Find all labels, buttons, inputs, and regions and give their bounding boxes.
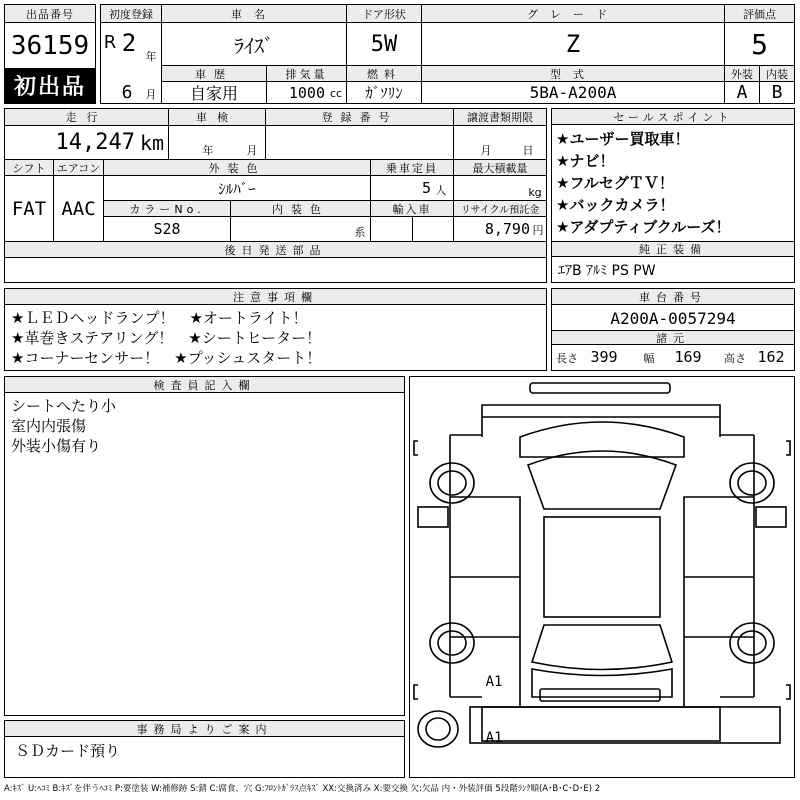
history-value: 自家用: [189, 84, 238, 103]
score-label: 評価点: [725, 5, 794, 22]
inspection-year-unit: 年: [202, 144, 214, 157]
rear-bumper: [540, 689, 660, 701]
left-mirror: [418, 507, 448, 527]
office-text: ＳＤカード預り: [15, 741, 121, 760]
chassis-box: [551, 288, 795, 371]
equipment-label: 純正装備: [552, 241, 794, 257]
sales-point-box: [551, 108, 795, 283]
registration-month-unit: 月: [145, 88, 157, 101]
wheel-rear-right-inner: [738, 631, 766, 655]
inspector-label: 検査員記入欄: [5, 377, 404, 393]
wheel-front-left-inner: [438, 471, 466, 495]
left-bracket-bottom: [414, 685, 418, 699]
height-label: 高さ: [724, 352, 746, 365]
fuel-value: ｶﾞｿﾘﾝ: [365, 84, 403, 102]
height-value: 162: [757, 348, 785, 366]
spare-wheel: [418, 711, 458, 747]
windshield: [528, 451, 676, 509]
model-value: 5BA-A200A: [529, 83, 617, 102]
caution-line: ★コーナーセンサー！ ★プッシュスタート！: [11, 349, 322, 367]
right-mirror: [756, 507, 786, 527]
door-label: ドア形状: [347, 5, 421, 22]
caution-box: [4, 288, 547, 371]
exterior-grade-label: 外装: [725, 66, 759, 81]
displacement-value: 1000: [288, 83, 325, 102]
rear-bumper-bottom: [482, 707, 720, 741]
damage-diagram: [409, 376, 795, 778]
inspection-month-unit: 月: [246, 144, 258, 157]
interior-grade-value: B: [771, 82, 783, 103]
mileage-value: 14,247: [55, 130, 135, 155]
office-label: 事務局よりご案内: [5, 721, 404, 737]
sales-point-item: ★ナビ！: [556, 152, 615, 170]
right-bracket-top: [786, 441, 790, 455]
sales-point-label: セールスポイント: [552, 109, 794, 125]
front-bumper: [482, 405, 720, 437]
trunk: [532, 669, 672, 697]
later-parts-label: 後日発送部品: [5, 242, 546, 257]
interior-color-unit: 系: [354, 226, 366, 239]
caution-lines: [11, 308, 541, 368]
caution-label: 注意事項欄: [5, 289, 546, 305]
transfer-month-unit: 月: [480, 144, 492, 157]
wheel-rear-right: [730, 623, 774, 663]
exterior-color-label: 外装色: [104, 160, 370, 175]
car-diagram-svg: [410, 377, 794, 777]
shift-label: シフト: [5, 160, 53, 175]
damage-mark-a1-rear: A1: [485, 674, 503, 690]
plate-label: 登録番号: [266, 109, 453, 125]
length-value: 399: [590, 348, 618, 366]
registration-era: R: [103, 31, 117, 53]
sales-point-list: [556, 128, 792, 238]
capacity-value: 5: [421, 179, 431, 197]
legend-text: A:ｷｽﾞ U:ﾍｺﾐ B:ｷｽﾞを伴うﾍｺﾐ P:要塗装 W:補修跡 S:錆 C:腐食、穴 G:ﾌﾛﾝﾄｶﾞﾗｽ点ｷｽﾞ XX:交換済み X:要交換 欠:欠品 内・外装評価 5段階ﾗﾝｸ順(A･B･C･D･E) 2: [4, 784, 601, 794]
vehicle-header-table: [100, 4, 795, 104]
sales-point-item: ★ユーザー買取車！: [556, 130, 690, 148]
mileage-label: 走行: [5, 109, 168, 125]
aircon-label: エアコン: [54, 160, 103, 175]
caution-line: ★革巻きステアリング！ ★シートヒーター！: [11, 329, 322, 347]
rear-window: [532, 625, 672, 670]
wheel-rear-left-inner: [438, 631, 466, 655]
chassis-label: 車台番号: [552, 289, 794, 305]
lot-box: [4, 4, 96, 104]
transfer-deadline-label: 譲渡書類期限: [454, 109, 546, 125]
bottom-strip: [470, 707, 780, 743]
sales-point-item: ★フルセグＴＶ！: [556, 174, 674, 192]
color-no-label: カラーNo.: [104, 201, 230, 216]
sales-point-item: ★アダプティブクルーズ！: [556, 218, 731, 236]
transfer-day-unit: 日: [522, 144, 534, 157]
registration-month: 6: [121, 82, 133, 103]
inspector-box: [4, 376, 405, 716]
inspector-line: 室内内張傷: [11, 417, 87, 435]
fuel-label: 燃料: [347, 66, 421, 81]
grade-label: グレード: [422, 5, 724, 22]
roof: [544, 517, 660, 617]
door-value: 5W: [370, 31, 398, 57]
wheel-rear-left: [430, 623, 474, 663]
aircon-value: AAC: [61, 197, 96, 220]
import-label: 輸入車: [371, 201, 453, 216]
recycle-unit: 円: [532, 224, 544, 237]
inspector-lines: [11, 396, 401, 456]
inspector-line: 外装小傷有り: [11, 437, 102, 455]
model-label: 型式: [422, 66, 724, 81]
car-name-label: 車名: [162, 5, 346, 22]
specs-label: 諸元: [552, 330, 794, 345]
color-no-value: S28: [153, 220, 181, 238]
width-value: 169: [674, 348, 702, 366]
recycle-label: リサイクル預託金: [454, 201, 546, 216]
wheel-front-right-inner: [738, 471, 766, 495]
shift-value: FAT: [11, 197, 47, 220]
inspection-label: 車検: [169, 109, 265, 125]
max-load-label: 最大積載量: [454, 160, 546, 175]
left-bracket-top: [414, 441, 418, 455]
lot-number-label: 出品番号: [5, 5, 95, 23]
chassis-value: A200A-0057294: [610, 308, 736, 328]
registration-label: 初度登録: [101, 5, 161, 22]
length-label: 長さ: [556, 352, 578, 365]
mileage-unit: km: [139, 130, 165, 155]
interior-color-label: 内装色: [231, 201, 370, 216]
inspector-line: シートへたり小: [11, 397, 117, 415]
capacity-unit: 人: [435, 184, 447, 197]
damage-mark-a1-bottom: A1: [485, 730, 503, 746]
history-label: 車歴: [162, 66, 266, 81]
caution-line: ★ＬＥＤヘッドランプ！ ★オートライト！: [11, 309, 308, 327]
office-box: [4, 720, 405, 778]
sales-point-item: ★バックカメラ！: [556, 196, 675, 214]
capacity-label: 乗車定員: [371, 160, 453, 175]
lot-number: 36159: [10, 31, 90, 61]
right-bracket-bottom: [786, 685, 790, 699]
exterior-color-value: ｼﾙﾊﾞｰ: [218, 179, 256, 198]
score-value: 5: [751, 27, 768, 61]
equipment-value: ｴｱB ｱﾙﾐ PS PW: [558, 262, 656, 279]
car-name-value: ﾗｲｽﾞ: [234, 33, 274, 58]
registration-year: 2: [121, 29, 137, 57]
displacement-label: 排気量: [267, 66, 346, 81]
vehicle-detail-table: [4, 108, 547, 283]
spare-wheel-inner: [426, 718, 450, 740]
grade-value: Z: [565, 30, 581, 58]
registration-year-unit: 年: [145, 50, 157, 63]
displacement-unit: cc: [329, 86, 343, 100]
width-label: 幅: [643, 352, 655, 365]
recycle-value: 8,790: [484, 220, 530, 238]
interior-grade-label: 内装: [760, 66, 794, 81]
front-bumper-top: [530, 383, 670, 393]
exterior-grade-value: A: [736, 82, 748, 103]
right-doors: [684, 497, 754, 707]
max-load-unit: kg: [528, 185, 542, 199]
first-listing-badge: 初出品: [5, 68, 95, 103]
